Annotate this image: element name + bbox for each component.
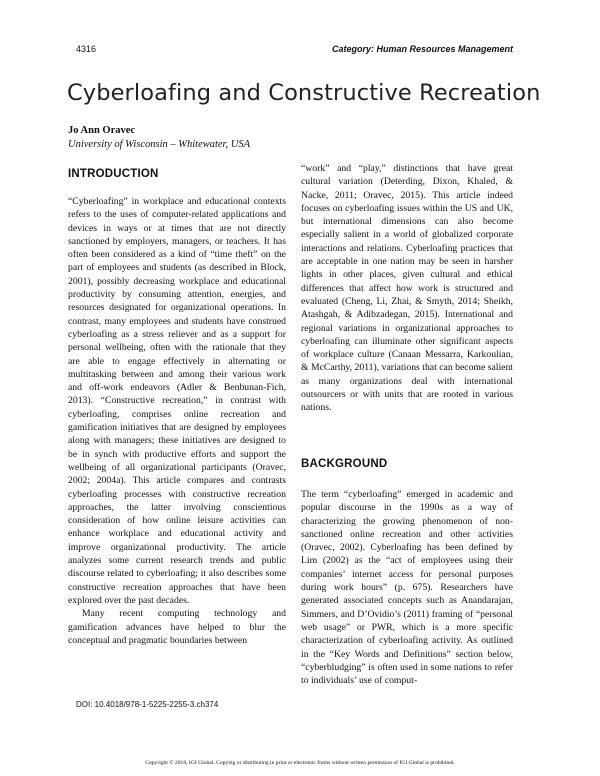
page-number: 4316 bbox=[76, 44, 97, 54]
category-label: Category: Human Resources Management bbox=[331, 44, 513, 54]
article-title: Cyberloafing and Constructive Recreation bbox=[67, 80, 541, 106]
author-name: Jo Ann Oravec bbox=[68, 125, 136, 136]
introduction-paragraph-2: Many recent computing technology and gamification advances have helped to blur the conceptual and pragmatic boundaries between bbox=[68, 608, 286, 646]
background-heading: BACKGROUND bbox=[301, 458, 388, 470]
copyright-notice: Copyright © 2018, IGI Global. Copying or distributing in print or electronic forms without written permission of IGI Global is prohibited. bbox=[145, 760, 455, 766]
background-paragraph-1: The term “cyberloafing” emerged in academic and popular discourse in the 1990s as a way of characterizing the growing phenomenon of non-sanctioned online recreation and other activities (Oravec, 2002). Cyberloafing has been defined by Lim (2002) as the “act of employees using their companies’ internet access for personal purposes during work hours” (p. 675). Researchers have generated associated concepts such as Anandarajan, Simmers, and D’Ovidio’s (2011) framing of “personal web usage” or PWR, which is a more specific characterization of cyberloafing activity. As outlined in the “Key Words and Definitions” section below, “cyberbludging” is often used in some nations to refer to individuals’ use of comput- bbox=[301, 489, 513, 687]
introduction-heading: INTRODUCTION bbox=[68, 168, 159, 180]
introduction-paragraph-2-continued: “work” and “play,” distinctions that have great cultural variation (Deterding, Dixon, Khaled, & Nacke, 2011; Oravec, 2015). This article indeed focuses on cyberloafing issues within the US and UK, but international dimensions can also become especially salient in a world of globalized corporate interactions and relations. Cyberloafing practices that are acceptable in one nation may be seen in harsher lights in other places, given cultural and ethical differences that affect how work is structured and evaluated (Cheng, Li, Zhai, & Smyth, 2014; Sheikh, Atashgah, & Adibzadegan, 2015). International and regional variations in organizational approaches to cyberloafing can illuminate other significant aspects of workplace culture (Canaan Messarra, Karkoulian, & McCarthy, 2011), variations that can become salient as many organizations deal with international outsourcers or with units that are rooted in various nations. bbox=[301, 163, 513, 414]
author-affiliation: University of Wisconsin – Whitewater, USA bbox=[68, 139, 250, 150]
right-column-bottom bbox=[301, 488, 513, 687]
right-column-top bbox=[301, 162, 513, 415]
introduction-paragraph-1: “Cyberloafing” in workplace and educational contexts refers to the uses of computer-related applications and devices in ways or at times that are not directly sanctioned by employers, managers, or teachers. It has often been considered as a kind of “time theft” on the part of employees and students (as described in Block, 2001), possibly decreasing workplace and educational productivity by consuming attention, energies, and resources designated for organizational operations. In contrast, many employees and students have construed cyberloafing as a stress reliever and as a support for personal wellbeing, often with the rationale that they are able to engage effectively in alternating or multitasking between and among their various work and off-work endeavors (Adler & Benbunan-Fich, 2013). “Constructive recreation,” in contrast with cyberloafing, comprises online recreation and gamification initiatives that are designed by employees along with managers; these initiatives are designed to be in synch with productive efforts and support the wellbeing of all organizational participants (Oravec, 2002; 2004a). This article compares and contrasts cyberloafing processes with constructive recreation approaches, the latter involving conscientious consideration of how online leisure activities can enhance workplace and educational activity and improve organizational productivity. The article analyzes some current research trends and public discourse related to cyberloafing; it also describes some constructive recreation approaches that have been explored over the past decades. bbox=[68, 196, 286, 606]
doi-text: DOI: 10.4018/978-1-5225-2255-3.ch374 bbox=[76, 700, 219, 709]
left-column bbox=[68, 195, 286, 647]
